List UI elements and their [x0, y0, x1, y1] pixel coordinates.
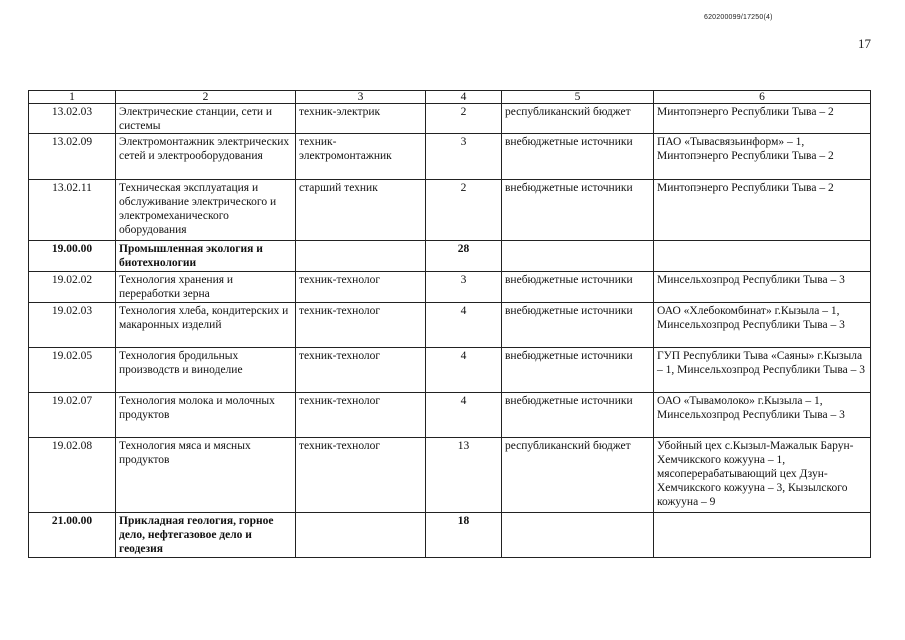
qualification: техник-электрик — [296, 104, 426, 134]
employers: Минсельхозпрод Республики Тыва – 3 — [654, 272, 871, 303]
specialty-code: 19.02.03 — [29, 303, 116, 348]
qualification: техник-технолог — [296, 303, 426, 348]
funding-source: республиканский бюджет — [502, 104, 654, 134]
qualification: техник-технолог — [296, 272, 426, 303]
employers: ГУП Республики Тыва «Саяны» г.Кызыла – 1, Минсельхозпрод Республики Тыва – 3 — [654, 348, 871, 393]
funding-source — [502, 241, 654, 272]
specialty-code: 19.02.05 — [29, 348, 116, 393]
student-count: 2 — [426, 104, 502, 134]
specialty-name: Технология мяса и мясных продуктов — [116, 438, 296, 513]
employers — [654, 513, 871, 558]
qualification: техник-технолог — [296, 393, 426, 438]
table-row — [29, 134, 871, 180]
funding-source: внебюджетные источники — [502, 348, 654, 393]
funding-source: внебюджетные источники — [502, 134, 654, 180]
student-count: 4 — [426, 348, 502, 393]
table-row — [29, 393, 871, 438]
employers: Минтопэнерго Республики Тыва – 2 — [654, 104, 871, 134]
funding-source: внебюджетные источники — [502, 393, 654, 438]
column-number: 5 — [502, 91, 654, 104]
table-row — [29, 272, 871, 303]
specialty-code: 19.02.07 — [29, 393, 116, 438]
qualification: техник-технолог — [296, 348, 426, 393]
specialty-name: Технология хранения и переработки зерна — [116, 272, 296, 303]
specialties-table — [28, 90, 871, 558]
specialty-name: Техническая эксплуатация и обслуживание электрического и электромеханического оборудования — [116, 180, 296, 241]
specialty-name: Технология молока и молочных продуктов — [116, 393, 296, 438]
column-number: 6 — [654, 91, 871, 104]
funding-source: внебюджетные источники — [502, 303, 654, 348]
specialty-name: Технология бродильных производств и виноделие — [116, 348, 296, 393]
specialty-code: 13.02.09 — [29, 134, 116, 180]
specialty-code: 13.02.11 — [29, 180, 116, 241]
table-row — [29, 348, 871, 393]
employers: Убойный цех с.Кызыл-Мажалык Барун-Хемчикского кожууна – 1, мясоперерабатывающий цех Дзун-Хемчикского кожууна – 3, Кызылского кожууна – 9 — [654, 438, 871, 513]
specialty-code: 19.02.02 — [29, 272, 116, 303]
specialty-code: 19.02.08 — [29, 438, 116, 513]
column-number: 3 — [296, 91, 426, 104]
group-name: Прикладная геология, горное дело, нефтегазовое дело и геодезия — [116, 513, 296, 558]
column-number: 4 — [426, 91, 502, 104]
employers: ОАО «Хлебокомбинат» г.Кызыла – 1, Минсельхозпрод Республики Тыва – 3 — [654, 303, 871, 348]
funding-source — [502, 513, 654, 558]
table-row — [29, 104, 871, 134]
column-number: 2 — [116, 91, 296, 104]
group-count: 18 — [426, 513, 502, 558]
group-code: 21.00.00 — [29, 513, 116, 558]
specialty-code: 13.02.03 — [29, 104, 116, 134]
table-row — [29, 180, 871, 241]
funding-source: внебюджетные источники — [502, 180, 654, 241]
qualification — [296, 513, 426, 558]
student-count: 3 — [426, 272, 502, 303]
funding-source: республиканский бюджет — [502, 438, 654, 513]
qualification: старший техник — [296, 180, 426, 241]
table-row — [29, 438, 871, 513]
student-count: 4 — [426, 303, 502, 348]
page-number: 17 — [858, 36, 871, 51]
employers: ПАО «Тывасвязьинформ» – 1, Минтопэнерго Республики Тыва – 2 — [654, 134, 871, 180]
column-number-row — [29, 91, 871, 104]
specialty-name: Электрические станции, сети и системы — [116, 104, 296, 134]
student-count: 3 — [426, 134, 502, 180]
qualification — [296, 241, 426, 272]
specialty-name: Электромонтажник электрических сетей и электрооборудования — [116, 134, 296, 180]
group-name: Промышленная экология и биотехнологии — [116, 241, 296, 272]
specialty-name: Технология хлеба, кондитерских и макаронных изделий — [116, 303, 296, 348]
group-row — [29, 241, 871, 272]
group-code: 19.00.00 — [29, 241, 116, 272]
table-row — [29, 303, 871, 348]
employers: ОАО «Тывамолоко» г.Кызыла – 1, Минсельхозпрод Республики Тыва – 3 — [654, 393, 871, 438]
group-count: 28 — [426, 241, 502, 272]
employers: Минтопэнерго Республики Тыва – 2 — [654, 180, 871, 241]
funding-source: внебюджетные источники — [502, 272, 654, 303]
group-row — [29, 513, 871, 558]
student-count: 13 — [426, 438, 502, 513]
qualification: техник-электромонтажник — [296, 134, 426, 180]
qualification: техник-технолог — [296, 438, 426, 513]
document-id: 620200099/17250(4) — [704, 14, 773, 21]
column-number: 1 — [29, 91, 116, 104]
employers — [654, 241, 871, 272]
student-count: 2 — [426, 180, 502, 241]
student-count: 4 — [426, 393, 502, 438]
